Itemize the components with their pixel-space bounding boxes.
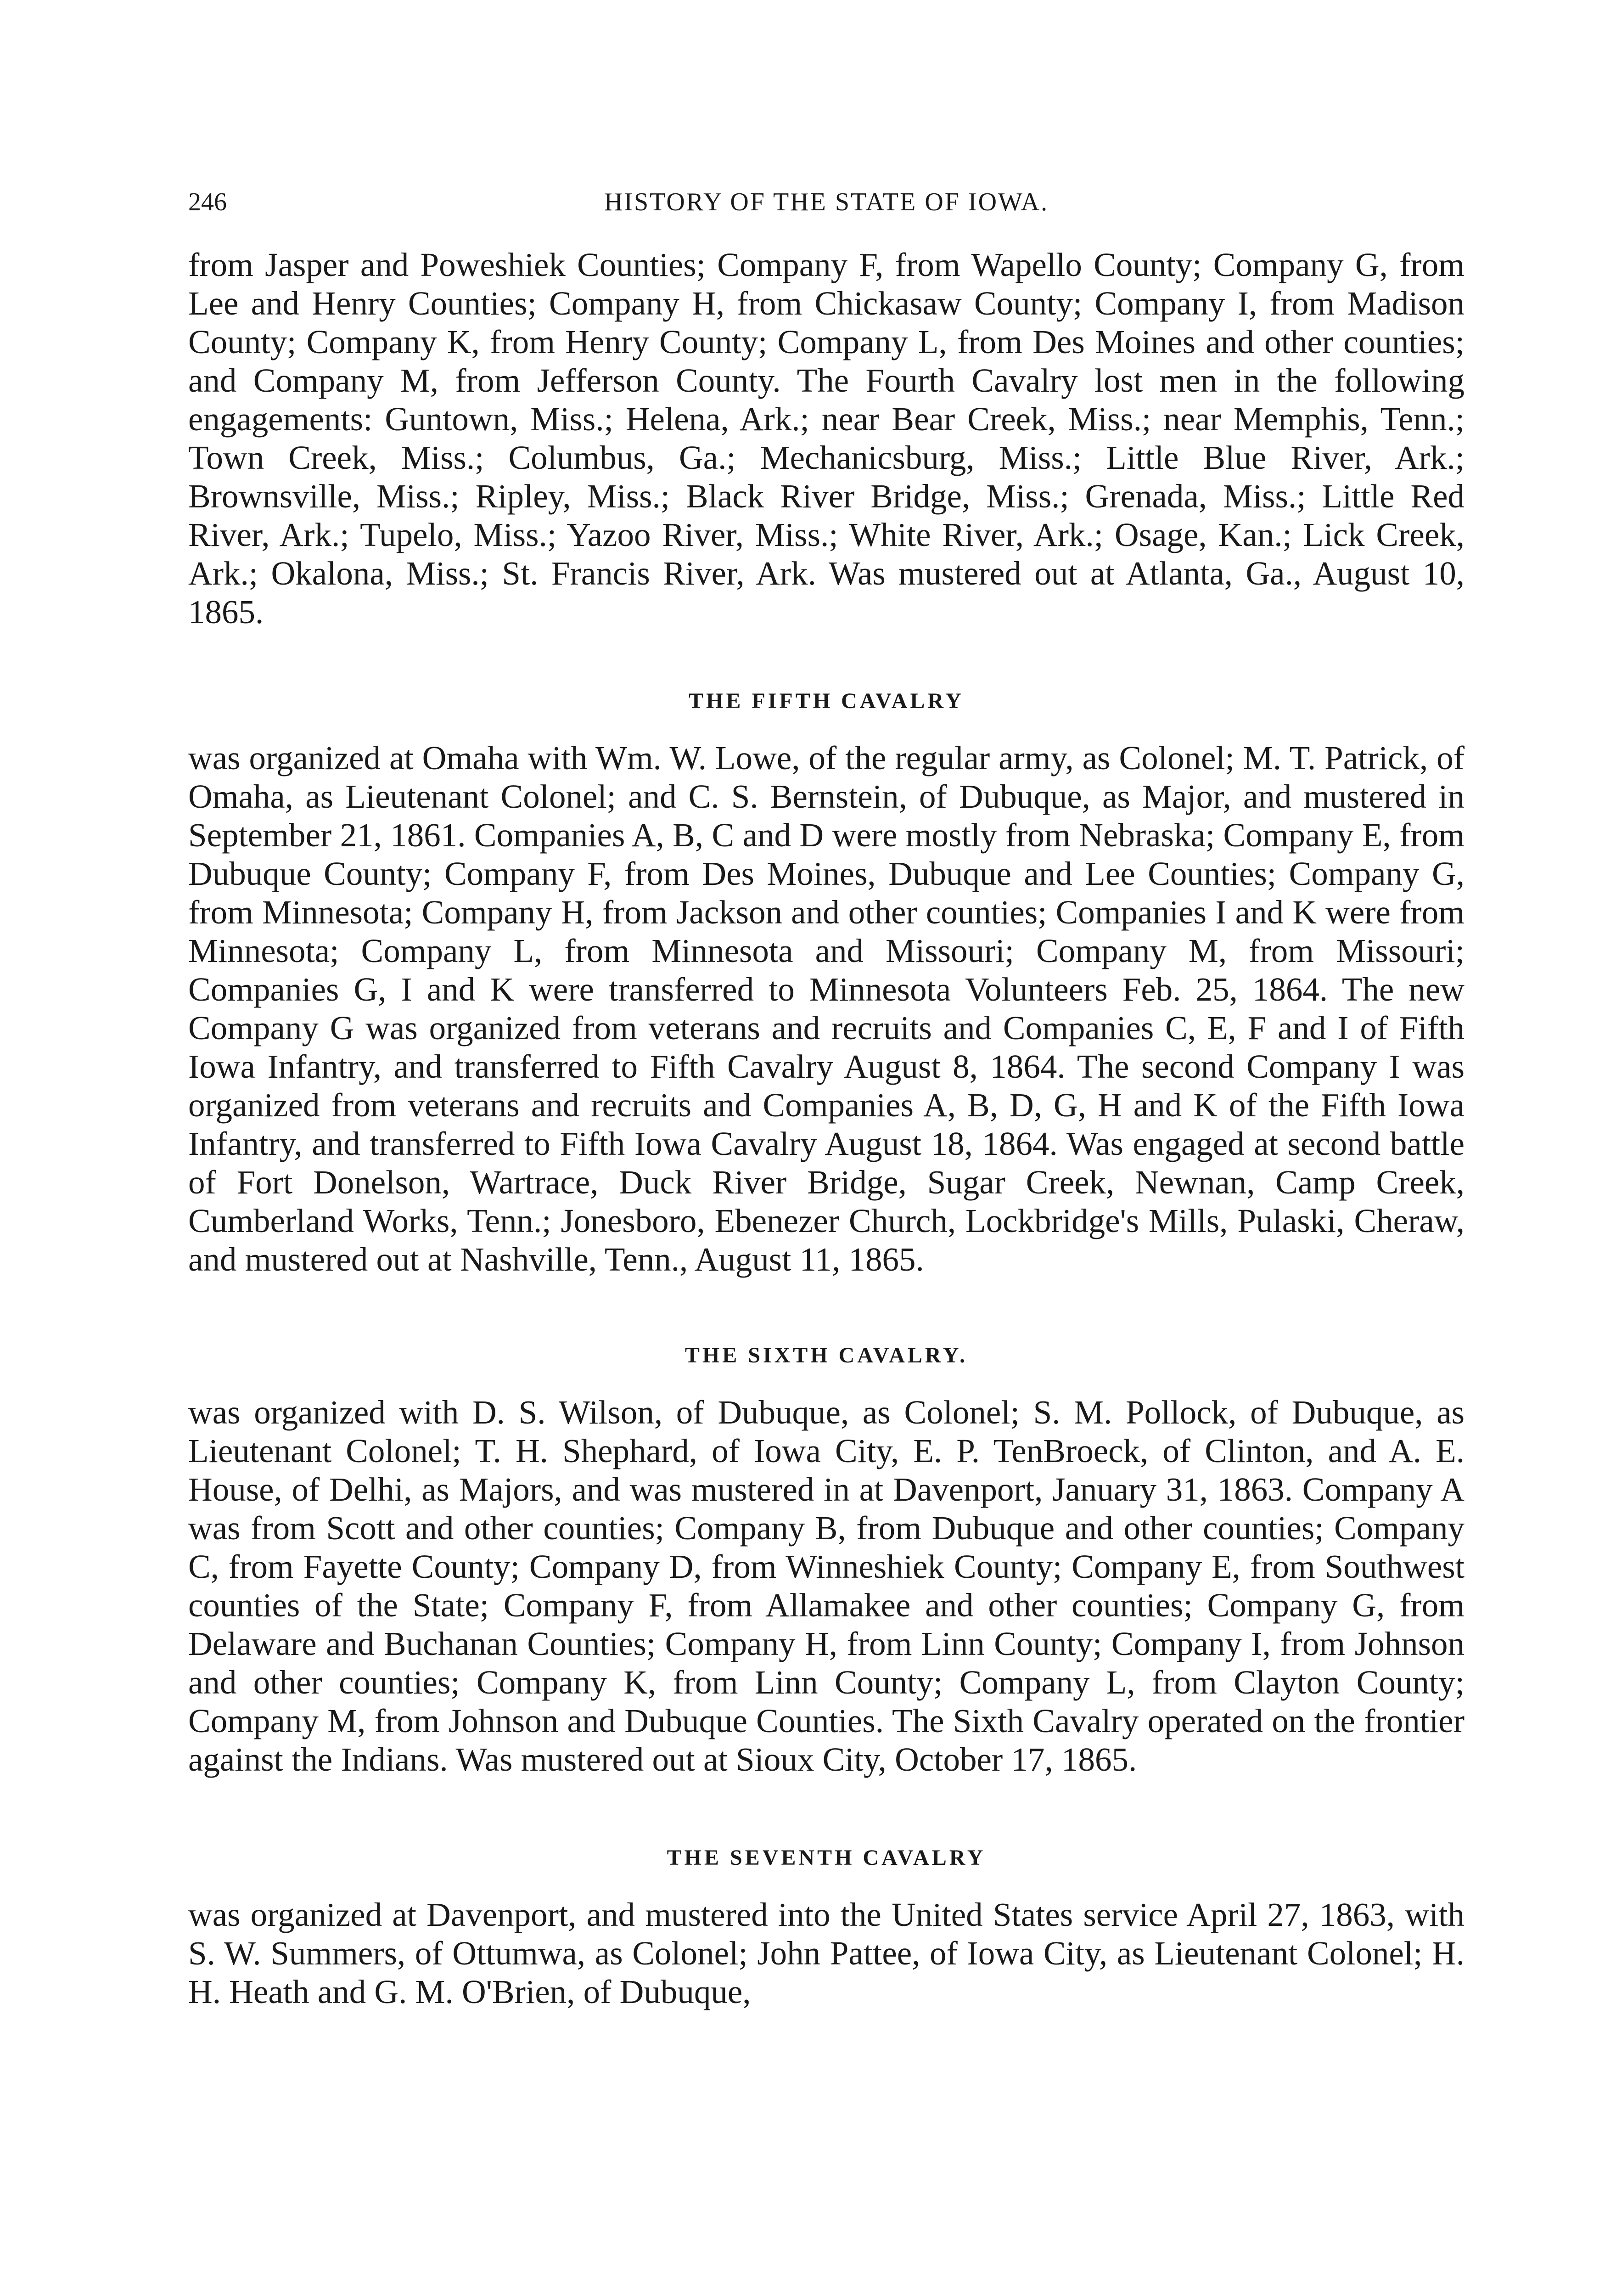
running-head bbox=[188, 177, 1464, 227]
sixth-cavalry-heading: THE SIXTH CAVALRY. bbox=[685, 1343, 968, 1367]
fifth-cavalry-heading: THE FIFTH CAVALRY bbox=[689, 689, 964, 713]
fifth-cavalry-paragraph: was organized at Omaha with Wm. W. Lowe, of the regular army, as Colonel; M. T. Patrick, of Omaha, as Lieutenant Colonel; and C. S. Bernstein, of Dubuque, as Major, and mustered in September 21, 1861. Companies A, B, C and D were mostly from Nebraska; Company E, from Dubuque County; Company F, from Des Moines, Dubuque and Lee Counties; Company G, from Minnesota; Company H, from Jackson and other counties; Companies I and K were from Minnesota; Company L, from Minnesota and Missouri; Company M, from Missouri; Companies G, I and K were transferred to Minnesota Volunteers Feb. 25, 1864. The new Company G was organized from veterans and recruits and Companies C, E, F and I of Fifth Iowa Infantry, and transferred to Fifth Cavalry August 8, 1864. The second Company I was organized from veterans and recruits and Companies A, B, D, G, H and K of the Fifth Iowa Infantry, and transferred to Fifth Iowa Cavalry August 18, 1864. Was engaged at second battle of Fort Donelson, Wartrace, Duck River Bridge, Sugar Creek, Newnan, Camp Creek, Cumberland Works, Tenn.; Jonesboro, Ebenezer Church, Lockbridge's Mills, Pulaski, Cheraw, and mustered out at Nashville, Tenn., August 11, 1865. bbox=[188, 739, 1464, 1278]
document-page bbox=[188, 177, 1464, 2011]
seventh-cavalry-heading: THE SEVENTH CAVALRY bbox=[667, 1846, 986, 1870]
intro-paragraph: from Jasper and Poweshiek Counties; Company F, from Wapello County; Company G, from Lee and Henry Counties; Company H, from Chickasaw County; Company I, from Madison County; Company K, from Henry County; Company L, from Des Moines and other counties; and Company M, from Jefferson County. The Fourth Cavalry lost men in the following engagements: Guntown, Miss.; Helena, Ark.; near Bear Creek, Miss.; near Memphis, Tenn.; Town Creek, Miss.; Columbus, Ga.; Mechanicsburg, Miss.; Little Blue River, Ark.; Brownsville, Miss.; Ripley, Miss.; Black River Bridge, Miss.; Grenada, Miss.; Little Red River, Ark.; Tupelo, Miss.; Yazoo River, Miss.; White River, Ark.; Osage, Kan.; Lick Creek, Ark.; Okalona, Miss.; St. Francis River, Ark. Was mustered out at Atlanta, Ga., August 10, 1865. bbox=[188, 246, 1464, 630]
sixth-cavalry-paragraph: was organized with D. S. Wilson, of Dubuque, as Colonel; S. M. Pollock, of Dubuque, as Lieutenant Colonel; T. H. Shephard, of Iowa City, E. P. TenBroeck, of Clinton, and A. E. House, of Delhi, as Majors, and was mustered in at Davenport, January 31, 1863. Company A was from Scott and other counties; Company B, from Dubuque and other counties; Company C, from Fayette County; Company D, from Winneshiek County; Company E, from Southwest counties of the State; Company F, from Allamakee and other counties; Company G, from Delaware and Buchanan Counties; Company H, from Linn County; Company I, from Johnson and other counties; Company K, from Linn County; Company L, from Clayton County; Company M, from Johnson and Dubuque Counties. The Sixth Cavalry operated on the frontier against the Indians. Was mustered out at Sioux City, October 17, 1865. bbox=[188, 1394, 1464, 1778]
page-number: 246 bbox=[188, 188, 227, 216]
running-title: HISTORY OF THE STATE OF IOWA. bbox=[604, 188, 1049, 216]
seventh-cavalry-paragraph: was organized at Davenport, and mustered into the United States service April 27, 1863, with S. W. Summers, of Ottumwa, as Colonel; John Pattee, of Iowa City, as Lieutenant Colonel; H. H. Heath and G. M. O'Brien, of Dubuque, bbox=[188, 1896, 1464, 2010]
